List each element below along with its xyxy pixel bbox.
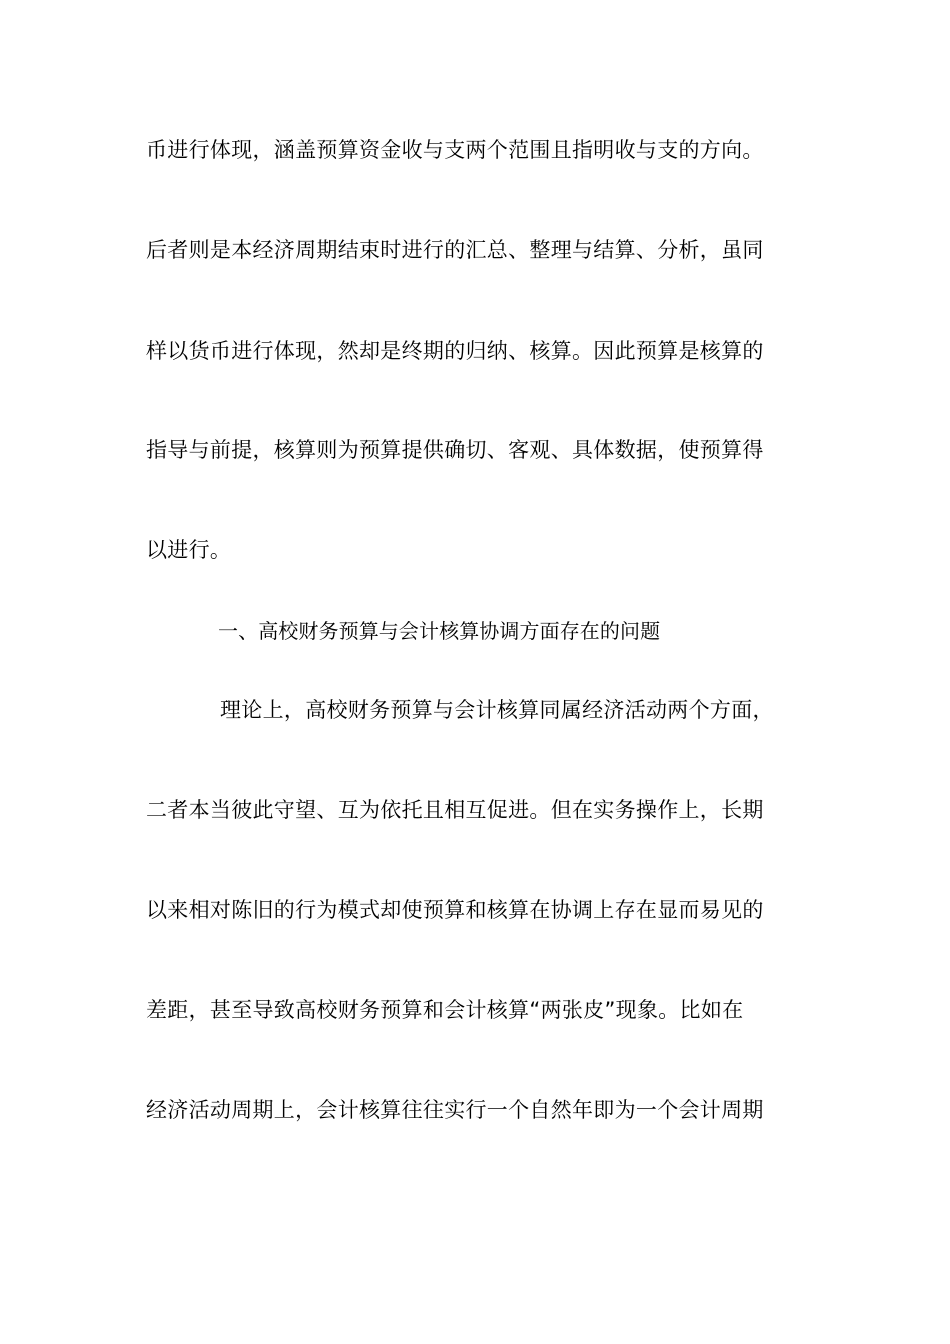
section-heading: 一、高校财务预算与会计核算协调方面存在的问题 <box>218 619 661 643</box>
paragraph-line: 以进行。 <box>146 538 232 562</box>
paragraph-first-line: 理论上，高校财务预算与会计核算同属经济活动两个方面， <box>220 698 774 722</box>
paragraph-line: 币进行体现，涵盖预算资金收与支两个范围且指明收与支的方向。 <box>146 138 764 162</box>
paragraph-line: 差距，甚至导致高校财务预算和会计核算“两张皮”现象。比如在 <box>146 998 744 1022</box>
paragraph-line: 后者则是本经济周期结束时进行的汇总、整理与结算、分析，虽同 <box>146 238 764 262</box>
paragraph-line: 以来相对陈旧的行为模式却使预算和核算在协调上存在显而易见的 <box>146 898 764 922</box>
paragraph-line: 二者本当彼此守望、互为依托且相互促进。但在实务操作上，长期 <box>146 798 764 822</box>
paragraph-line: 经济活动周期上，会计核算往往实行一个自然年即为一个会计周期 <box>146 1098 764 1122</box>
paragraph-line: 指导与前提，核算则为预算提供确切、客观、具体数据，使预算得 <box>146 438 764 462</box>
paragraph-line: 样以货币进行体现，然却是终期的归纳、核算。因此预算是核算的 <box>146 339 764 363</box>
